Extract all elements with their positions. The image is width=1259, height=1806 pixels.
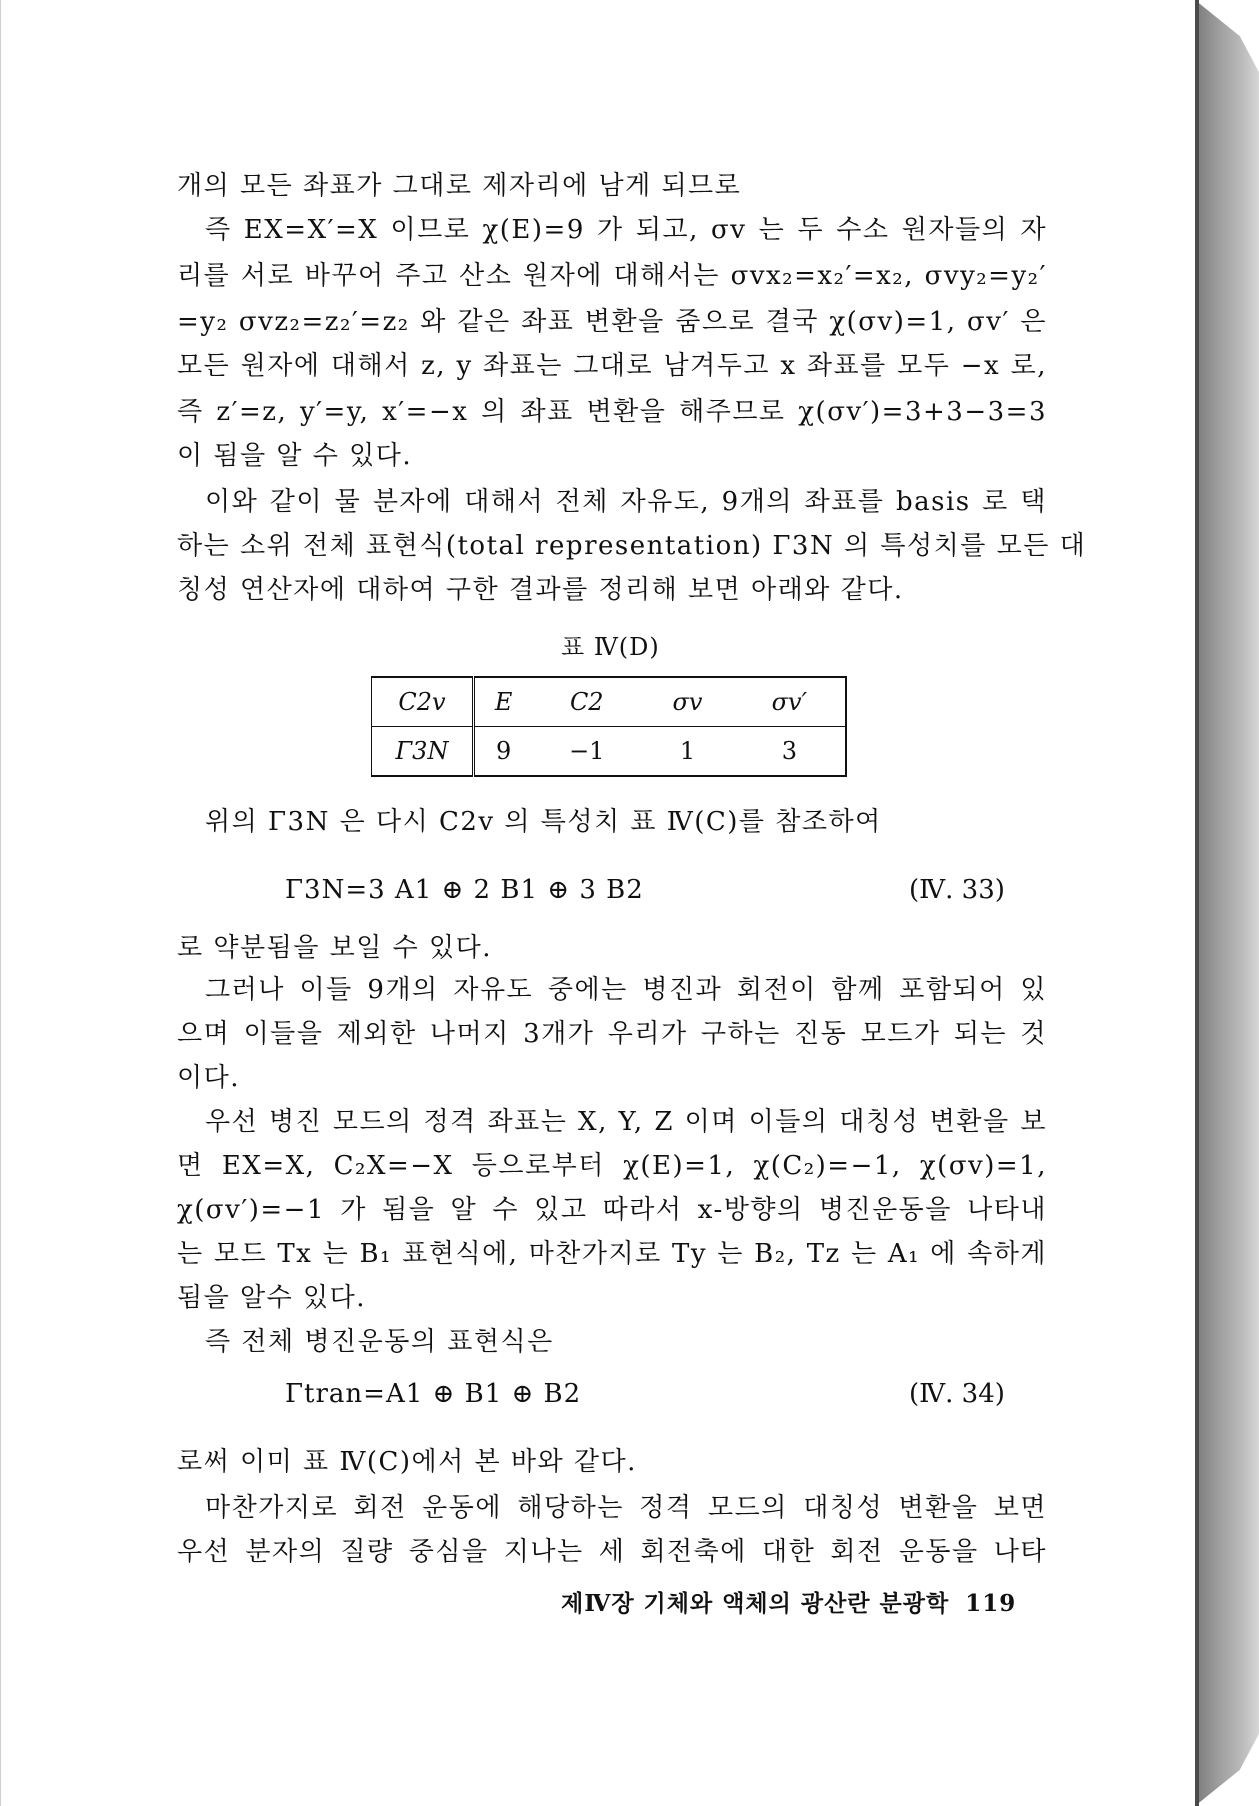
text-line: 로써 이미 표 Ⅳ(C)에서 본 바와 같다. [177, 1447, 637, 1477]
text-line: 즉 전체 병진운동의 표현식은 [205, 1327, 554, 1357]
table-cell-operator: σv′ [734, 677, 846, 727]
equation-34: Γtran=A1 ⊕ B1 ⊕ B2 [285, 1379, 582, 1409]
text-line: 즉 z′=z, y′=y, x′=−x 의 좌표 변환을 해주므로 χ(σv′)=3+3−3=3 [177, 397, 1047, 427]
character-table [371, 676, 847, 777]
table-row [372, 727, 847, 777]
chapter-title: 제Ⅳ장 기체와 액체의 광산란 분광학 [561, 1590, 950, 1617]
table-cell-value: −1 [569, 737, 605, 765]
table-cell-value: 9 [495, 737, 512, 765]
table-header-row [372, 677, 847, 727]
text-line: 됨을 알수 있다. [177, 1283, 366, 1313]
text-line: 는 모드 Tx 는 B₁ 표현식에, 마찬가지로 Ty 는 B₂, Tz 는 A₁ 에 속하게 [177, 1239, 1047, 1269]
text-line: 리를 서로 바꾸어 주고 산소 원자에 대해서는 σvx₂=x₂′=x₂, σvy₂=y₂′ [177, 261, 1047, 291]
text-line: 이 됨을 알 수 있다. [177, 441, 413, 471]
book-spine [1195, 0, 1259, 1806]
table-cell-value: 1 [679, 737, 696, 765]
text-line: χ(σv′)=−1 가 됨을 알 수 있고 따라서 x-방향의 병진운동을 나타내 [177, 1195, 1047, 1225]
equation-number-34: (Ⅳ. 34) [909, 1379, 1005, 1409]
text-line: 모든 원자에 대해서 z, y 좌표는 그대로 남겨두고 x 좌표를 모두 −x 로, [177, 351, 1047, 381]
text-line: 위의 Γ3N 은 다시 C2v 의 특성치 표 Ⅳ(C)를 참조하여 [205, 807, 882, 837]
text-line: 면 EX=X, C₂X=−X 등으로부터 χ(E)=1, χ(C₂)=−1, χ(σv)=1, [177, 1151, 1047, 1181]
text-line: 이다. [177, 1063, 240, 1093]
table-caption: 표 Ⅳ(D) [561, 633, 660, 661]
page-footer [561, 1588, 1031, 1620]
text-line: 이와 같이 물 분자에 대해서 전체 자유도, 9개의 좌표를 basis 로 택 [205, 487, 1047, 517]
text-line: 즉 EX=X′=X 이므로 χ(E)=9 가 되고, σv 는 두 수소 원자들의 자 [205, 215, 1047, 245]
text-line: 우선 병진 모드의 정격 좌표는 X, Y, Z 이며 이들의 대칭성 변환을 보 [205, 1107, 1047, 1137]
text-line: 하는 소위 전체 표현식(total representation) Γ3N 의 특성치를 모든 대 [177, 531, 1087, 561]
text-line: 그러나 이들 9개의 자유도 중에는 병진과 회전이 함께 포함되어 있 [205, 975, 1047, 1005]
equation-33: Γ3N=3 A1 ⊕ 2 B1 ⊕ 3 B2 [285, 875, 644, 905]
table-cell-operator: C2 [532, 677, 641, 727]
text-line: 우선 분자의 질량 중심을 지나는 세 회전축에 대한 회전 운동을 나타 [177, 1537, 1047, 1567]
text-line: =y₂ σvz₂=z₂′=z₂ 와 같은 좌표 변환을 줌으로 결국 χ(σv)=1, σv′ 은 [177, 307, 1047, 337]
table-cell-operator: σv [641, 677, 733, 727]
page-number: 119 [965, 1590, 1017, 1617]
text-line: 칭성 연산자에 대하여 구한 결과를 정리해 보면 아래와 같다. [177, 575, 904, 605]
table-cell-representation: Γ3N [372, 727, 474, 777]
text-line: 마찬가지로 회전 운동에 해당하는 정격 모드의 대칭성 변환을 보면 [205, 1493, 1047, 1523]
page-edge [1195, 0, 1199, 1806]
text-line: 으며 이들을 제외한 나머지 3개가 우리가 구하는 진동 모드가 되는 것 [177, 1019, 1047, 1049]
table-cell-operator: E [474, 677, 533, 727]
table-cell-value: 3 [781, 737, 797, 765]
text-line: 개의 모든 좌표가 그대로 제자리에 남게 되므로 [177, 171, 742, 201]
table-cell-group: C2v [372, 677, 474, 727]
text-line: 로 약분됨을 보일 수 있다. [177, 933, 492, 963]
equation-number-33: (Ⅳ. 33) [909, 875, 1005, 905]
